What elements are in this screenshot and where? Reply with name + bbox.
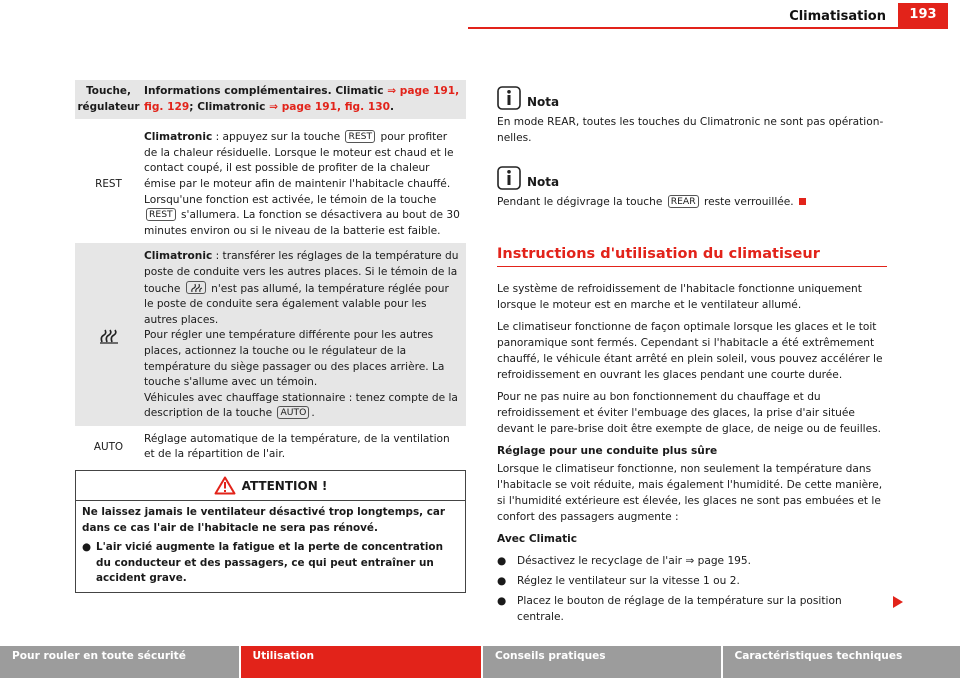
- footer-tab-conseils[interactable]: Conseils pratiques: [483, 646, 721, 678]
- auto-key-badge: AUTO: [277, 406, 309, 419]
- table-header-key: Touche, régulateur: [77, 85, 140, 113]
- end-of-section-mark: [799, 198, 806, 205]
- rest-key-badge: REST: [345, 130, 375, 143]
- section-title: Instructions d'utilisation du climatiseur: [497, 246, 887, 267]
- section-paragraph: Le climatiseur fonctionne de façon optimale lorsque les glaces et le toit panoramique sont fermés. Cependant si l'habitacle a été extrêmement chauffé, le véhicule étant arrêté en plein soleil, vous pouvez accélérer le refroidissement en ouvrant les glaces pendant une courte durée.: [497, 321, 883, 381]
- bullet-dot: ●: [82, 541, 92, 554]
- heat-transfer-icon: [98, 328, 120, 344]
- note-title: Nota: [527, 95, 560, 109]
- header-rule: [468, 27, 948, 29]
- note-text: En mode REAR, toutes les touches du Climatronic ne sont pas opération-nelles.: [497, 116, 884, 144]
- rest-key-badge: REST: [146, 208, 176, 221]
- table-header-text: .: [389, 100, 394, 113]
- table-header-row: [75, 80, 466, 120]
- section-subheading: Réglage pour une conduite plus sûre: [497, 445, 718, 457]
- table-header-text: Informations complémentaires. Climatic: [144, 85, 388, 97]
- controls-table: [75, 80, 466, 467]
- page-ref-link[interactable]: ⇒ page 191, fig. 129: [144, 85, 460, 113]
- row-text: s'allumera. La fonction se désactivera au bout de 30 minutes environ ou si le niveau de la batterie est faible.: [144, 209, 460, 237]
- row-text: .: [311, 407, 315, 420]
- key-rest: REST: [95, 177, 122, 190]
- note-text: [497, 194, 887, 210]
- note-header: [497, 80, 887, 110]
- page-ref-link[interactable]: ⇒ page 191, fig. 130: [269, 100, 390, 113]
- section-subheading: Avec Climatic: [497, 533, 578, 545]
- attention-title: ATTENTION !: [241, 478, 328, 493]
- list-item-text: Désactivez le recyclage de l'air ⇒ page 195.: [517, 555, 752, 567]
- footer-tab-caracteristiques[interactable]: Caractéristiques techniques: [723, 646, 960, 678]
- row-text: : transférer les réglages de la température du poste de conduite vers les autres places. Si le témoin de la touche: [144, 250, 459, 295]
- note-title: Nota: [527, 175, 560, 189]
- next-page-arrow-icon[interactable]: [892, 595, 904, 609]
- key-auto: AUTO: [93, 440, 124, 453]
- footer-tab-utilisation[interactable]: Utilisation: [241, 646, 482, 678]
- footer-nav: [0, 646, 960, 678]
- bullet-dot: ●: [497, 595, 507, 607]
- section-paragraph: Le système de refroidissement de l'habitacle fonctionne uniquement lorsque le moteur est en marche et le ventilateur allumé.: [497, 283, 862, 311]
- table-row-rest: [75, 120, 466, 243]
- page-title: Climatisation: [789, 9, 886, 24]
- attention-box: [75, 470, 466, 593]
- warning-triangle-icon: [214, 476, 236, 495]
- list-item: [497, 553, 887, 569]
- attention-text: Ne laissez jamais le ventilateur désactivé trop longtemps, car dans ce cas l'air de l'habitacle ne sera pas rénové.: [82, 506, 446, 534]
- note-text-part: reste verrouillée.: [700, 196, 794, 208]
- row-text: Véhicules avec chauffage stationnaire : tenez compte de la description de la touche: [144, 391, 458, 420]
- attention-body: [76, 501, 465, 592]
- section-paragraph: Lorsque le climatiseur fonctionne, non seulement la température dans l'habitacle se voit réduite, mais également l'humidité. De cette manière, si l'humidité extérieure est élevée, les glaces ne sont pas embuées et le confort des passagers augmente :: [497, 463, 883, 523]
- page-number: 193: [898, 3, 948, 27]
- section-paragraph: Pour ne pas nuire au bon fonctionnement du chauffage et du refroidissement et éviter l'embuage des glaces, la prise d'air située devant le pare-brise doit être exempte de glace, de neige ou de feuilles.: [497, 391, 882, 435]
- right-column: [497, 80, 887, 629]
- row-lead: Climatronic: [144, 131, 213, 144]
- rear-key-badge: REAR: [668, 195, 699, 208]
- note-info-icon: [497, 86, 521, 110]
- row-text: : appuyez sur la touche: [212, 131, 344, 144]
- bullet-dot: ●: [497, 575, 507, 587]
- row-lead: Climatronic: [144, 250, 213, 263]
- table-header-info: [142, 80, 466, 119]
- note-text-part: Pendant le dégivrage la touche: [497, 196, 666, 208]
- row-text: Pour régler une température différente pour les autres places, actionnez la touche ou le régulateur de la température du siège passager ou des places arrière. La touche s'allume avec un témoin.: [144, 329, 445, 389]
- footer-tab-securite[interactable]: Pour rouler en toute sécurité: [0, 646, 239, 678]
- row-auto-text: Réglage automatique de la température, de la ventilation et de la répartition de l'air.: [144, 432, 450, 461]
- table-header-text: ; Climatronic: [189, 100, 270, 113]
- row-transfer-text: [142, 245, 466, 426]
- transfer-key-badge: [186, 281, 206, 294]
- list-item-text: Réglez le ventilateur sur la vitesse 1 ou 2.: [517, 575, 740, 587]
- row-text: pour profiter de la chaleur résiduelle. Lorsque le moteur est chaud et le contact coupé, il est possible de profiter de la chaleur émise par le moteur afin de maintenir l'habitacle chauffé. Lorsqu'une fonction est activée, le témoin de la touche: [144, 131, 454, 206]
- table-row-auto: [75, 426, 466, 467]
- attention-bullet-text: L'air vicié augmente la fatigue et la perte de concentration du conducteur et des passagers, ce qui peut entraîner un accident grave.: [96, 541, 443, 585]
- note-header: [497, 160, 887, 190]
- list-item: [497, 573, 887, 589]
- row-rest-text: [142, 126, 466, 243]
- attention-header: [76, 471, 465, 501]
- row-text: n'est pas allumé, la température réglée pour le poste de conduite sera également valable pour les autres places.: [144, 282, 449, 326]
- list-item-text: Placez le bouton de réglage de la température sur la position centrale.: [517, 595, 842, 623]
- table-row-transfer: [75, 243, 466, 426]
- key-transfer: [75, 245, 142, 426]
- bullet-dot: ●: [497, 555, 507, 567]
- list-item: [497, 593, 887, 625]
- attention-bullet: [82, 540, 459, 587]
- note-info-icon: [497, 166, 521, 190]
